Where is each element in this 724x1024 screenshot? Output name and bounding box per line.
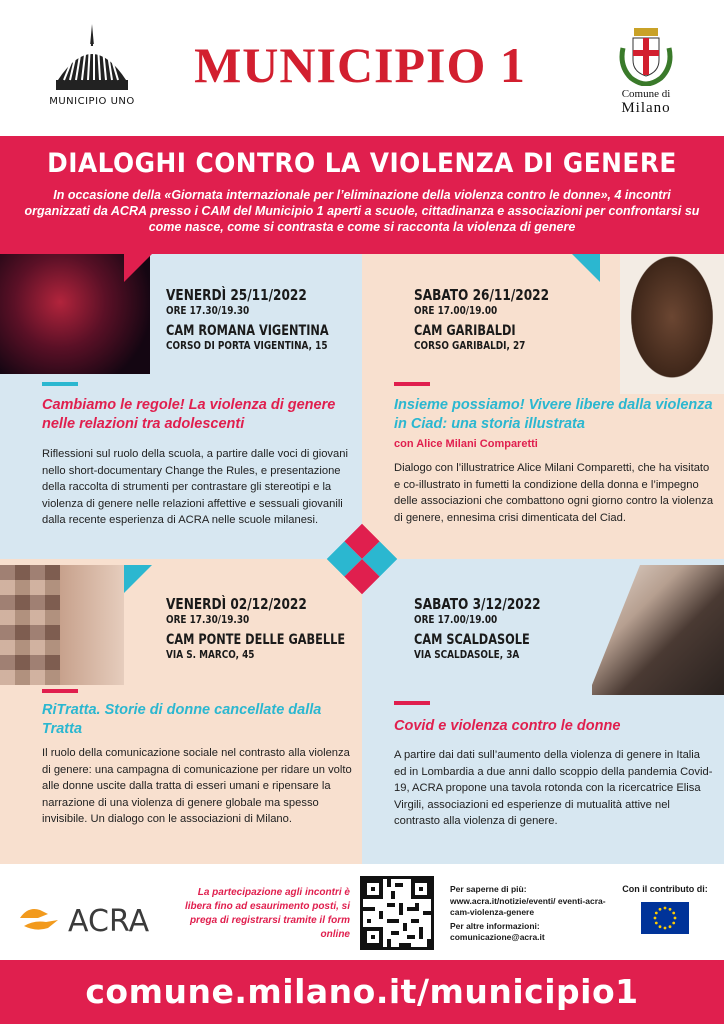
event-address: CORSO DI PORTA VIGENTINA, 15 xyxy=(166,339,328,352)
qr-code[interactable] xyxy=(360,876,434,950)
milano-label: Milano xyxy=(621,100,671,116)
event-date: VENERDÌ 25/11/2022 xyxy=(166,286,307,304)
event-venue: CAM PONTE DELLE GABELLE xyxy=(166,632,346,648)
acra-logo xyxy=(18,900,168,940)
event-venue: CAM ROMANA VIGENTINA xyxy=(166,323,329,339)
event-time: ORE 17.00/19.00 xyxy=(414,613,498,626)
contact-label: Per altre informazioni: xyxy=(450,920,540,931)
qr-code-icon xyxy=(363,879,431,947)
decor-triangle xyxy=(124,565,152,593)
event-card-4 xyxy=(362,559,724,864)
cathedral-icon xyxy=(52,22,132,92)
event-time: ORE 17.00/19.00 xyxy=(414,304,498,317)
bottom-url-bar[interactable]: comune.milano.it/municipio1 xyxy=(0,960,724,1024)
event-description: Dialogo con l’illustratrice Alice Milani Comparetti, che ha visitato e co-illustrato in fumetti la condizione della donna e l’impegno delle associazioni che combattono ogni giorno contro la violenza di genere, ennesima crisi dimenticata del Ciad. xyxy=(394,462,714,524)
acra-wordmark: ACRA xyxy=(68,904,150,939)
accent-dash xyxy=(394,382,430,386)
event-date: VENERDÌ 02/12/2022 xyxy=(166,595,307,613)
municipio-logo-text: MUNICIPIO UNO xyxy=(49,96,135,107)
event-2-photo xyxy=(620,254,724,394)
header xyxy=(0,0,724,136)
event-3-header xyxy=(166,595,362,661)
contact-email[interactable]: comunicazione@acra.it xyxy=(450,932,545,942)
event-description: A partire dai dati sull’aumento della violenza di genere in Italia ed in Lombardia a due anni dallo scoppio della pandemia Covid-19, ACRA propone una tavola rotonda con la ricercatrice Elisa Virgili, associazioni ed esperienze di mutualità attive nel contrasto alla violenza di genere. xyxy=(394,749,713,827)
banner-subtitle: In occasione della «Giornata internazionale per l’eliminazione della violenza contro le donne», 4 incontri organizzati da ACRA presso i CAM del Municipio 1 aperti a scuole, cittadinanza e associazioni per confrontarsi su come nasce, come si contrasta e come si racconta la violenza di genere xyxy=(24,188,700,234)
event-venue: CAM GARIBALDI xyxy=(414,323,516,339)
event-3-photo xyxy=(0,565,124,685)
milano-crest-icon xyxy=(617,26,675,86)
decor-triangle xyxy=(124,254,152,282)
info-block xyxy=(450,884,610,944)
info-label: Per saperne di più: xyxy=(450,884,527,894)
comune-label: Comune di xyxy=(621,88,671,100)
event-title: RiTratta. Storie di donne cancellate dalla Tratta xyxy=(42,702,322,737)
event-date: SABATO 3/12/2022 xyxy=(414,595,541,613)
contribution-block xyxy=(610,884,720,934)
event-card-2 xyxy=(362,254,724,559)
accent-dash xyxy=(42,689,78,693)
event-title: Covid e violenza contro le donne xyxy=(394,718,621,734)
info-link[interactable]: www.acra.it/notizie/eventi/ eventi-acra-cam-violenza-genere xyxy=(450,895,606,917)
registration-note: La partecipazione agli incontri è libera fino ad esaurimento posti, si prega di registrarsi tramite il form online xyxy=(184,887,350,940)
event-title: Cambiamo le regole! La violenza di genere nelle relazioni tra adolescenti xyxy=(42,397,336,432)
event-date: SABATO 26/11/2022 xyxy=(414,286,550,304)
event-address: VIA SCALDASOLE, 3A xyxy=(414,648,520,661)
event-address: CORSO GARIBALDI, 27 xyxy=(414,339,526,352)
headline-banner xyxy=(0,136,724,254)
decor-triangle xyxy=(592,565,640,685)
municipio-uno-logo xyxy=(44,22,140,114)
contribution-label: Con il contributo di: xyxy=(622,884,708,894)
event-card-3 xyxy=(0,559,362,864)
event-address: VIA S. MARCO, 45 xyxy=(166,648,255,661)
decor-triangle xyxy=(572,254,600,282)
banner-title: DIALOGHI CONTRO LA VIOLENZA DI GENERE xyxy=(47,148,677,179)
accent-dash xyxy=(394,701,430,705)
acra-hands-icon xyxy=(18,900,62,936)
event-time: ORE 17.30/19.30 xyxy=(166,613,250,626)
event-4-header xyxy=(414,595,555,661)
event-2-header xyxy=(414,286,564,352)
accent-dash xyxy=(42,382,78,386)
event-1-header xyxy=(166,286,347,352)
event-time: ORE 17.30/19.30 xyxy=(166,304,250,317)
page-title: MUNICIPIO 1 xyxy=(194,37,526,93)
footer xyxy=(0,864,724,960)
eu-flag-icon xyxy=(641,902,689,934)
event-description: Riflessioni sul ruolo della scuola, a partire dalle voci di giovani nello short-documentary Change the Rules, e presentazione della raccolta di strumenti per contrastare gli stereotipi e la violenza di genere nelle relazioni affettive e sessuali giovanili dalla recente esperienza di ACRA nelle scuole milanesi. xyxy=(42,448,348,526)
event-card-1 xyxy=(0,254,362,559)
event-speaker: con Alice Milani Comparetti xyxy=(394,438,538,450)
event-description: Il ruolo della comunicazione sociale nel contrasto alla violenza di genere: una campagna di comunicazione per ridare un volto alle donne uscite dalla tratta di esseri umani e ripensare la narrazione di una violenza di genere globale ma spesso invisibile. Un dialogo con le associazioni di Milano. xyxy=(42,747,352,825)
event-title: Insieme possiamo! Vivere libere dalla violenza in Ciad: una storia illustrata xyxy=(394,397,713,432)
event-venue: CAM SCALDASOLE xyxy=(414,632,530,648)
comune-milano-logo xyxy=(606,26,686,122)
